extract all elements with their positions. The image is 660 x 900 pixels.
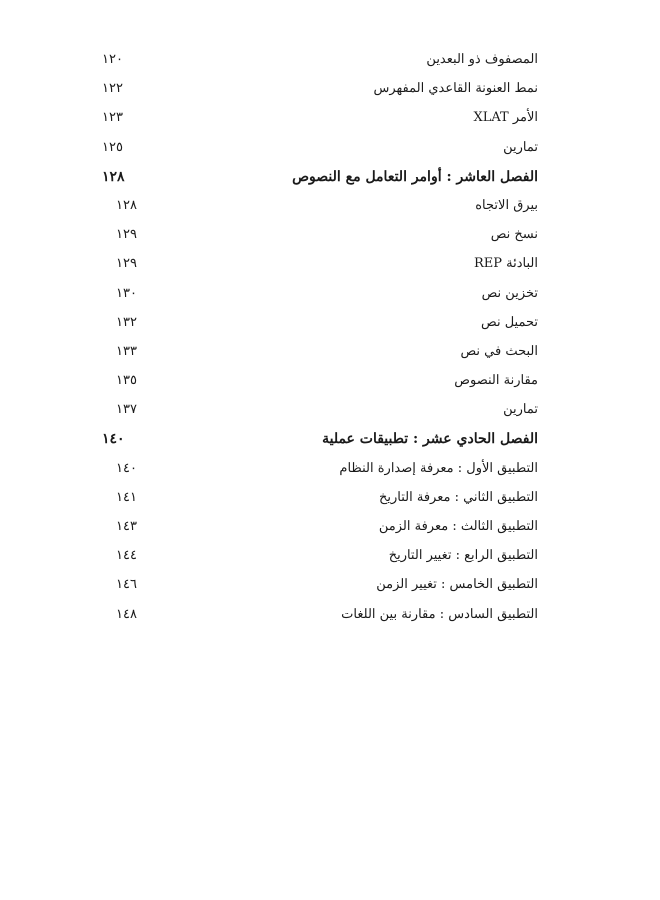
toc-page-number: ١٣٠ bbox=[116, 285, 137, 301]
toc-entry-title: تحميل نص bbox=[481, 314, 538, 330]
toc-page-number: ١٤١ bbox=[116, 489, 137, 505]
toc-entry bbox=[0, 603, 660, 632]
toc-entry-title: البادئة REP bbox=[474, 256, 538, 272]
toc-page-number: ١٣٧ bbox=[116, 402, 137, 418]
toc-entry bbox=[0, 544, 660, 573]
toc-entry bbox=[0, 223, 660, 252]
toc-page-number: ١٢٩ bbox=[116, 227, 137, 243]
toc-page-number: ١٢٢ bbox=[102, 81, 123, 97]
toc-entry-title: تمارين bbox=[503, 402, 538, 418]
chapter-title: الفصل الحادي عشر : تطبيقات عملية bbox=[322, 431, 538, 448]
toc-entry bbox=[0, 340, 660, 369]
chapter-page-number: ١٢٨ bbox=[102, 168, 125, 185]
toc-page-number: ١٢٨ bbox=[116, 197, 137, 213]
toc-entry-title: تخزين نص bbox=[481, 285, 538, 301]
toc-entry bbox=[0, 194, 660, 223]
toc-entry-title: نمط العنونة القاعدي المفهرس bbox=[373, 81, 538, 97]
toc-page-number: ١٢٥ bbox=[102, 139, 123, 155]
toc-entry-title: الأمر XLAT bbox=[473, 110, 538, 126]
toc-page-number: ١٢٣ bbox=[102, 110, 123, 126]
toc-page-number: ١٢٠ bbox=[102, 52, 123, 67]
toc-entry-title: بيرق الاتجاه bbox=[475, 197, 538, 213]
toc-entry-title: التطبيق الثاني : معرفة التاريخ bbox=[378, 489, 538, 505]
toc-chapter-heading bbox=[0, 427, 660, 456]
toc-entry bbox=[0, 398, 660, 427]
toc-page-number: ١٤٨ bbox=[116, 606, 137, 622]
toc-entry bbox=[0, 515, 660, 544]
toc-entry-title: التطبيق الرابع : تغيير التاريخ bbox=[388, 548, 538, 564]
toc-entry bbox=[0, 282, 660, 311]
toc-page-number: ١٤٠ bbox=[116, 460, 137, 476]
toc-chapter-heading bbox=[0, 165, 660, 194]
toc-entry bbox=[0, 486, 660, 515]
toc-entry-title: التطبيق الثالث : معرفة الزمن bbox=[378, 519, 538, 534]
toc-page-number: ١٣٢ bbox=[116, 314, 137, 330]
toc-page-number: ١٤٤ bbox=[116, 548, 137, 564]
toc-entry bbox=[0, 106, 660, 135]
toc-entry-title: المصفوف ذو البعدين bbox=[426, 52, 538, 67]
toc-entry bbox=[0, 77, 660, 106]
table-of-contents bbox=[0, 48, 660, 632]
toc-entry-title: التطبيق الأول : معرفة إصدارة النظام bbox=[339, 460, 538, 476]
toc-page-number: ١٤٦ bbox=[116, 577, 137, 593]
toc-entry-title: التطبيق الخامس : تغيير الزمن bbox=[376, 577, 538, 593]
toc-page-number: ١٢٩ bbox=[116, 256, 137, 272]
toc-entry bbox=[0, 48, 660, 77]
toc-entry-title: تمارين bbox=[503, 139, 538, 155]
toc-entry bbox=[0, 457, 660, 486]
chapter-page-number: ١٤٠ bbox=[102, 431, 125, 448]
toc-entry-title: نسخ نص bbox=[490, 227, 538, 243]
toc-entry bbox=[0, 573, 660, 602]
toc-entry bbox=[0, 252, 660, 281]
toc-entry bbox=[0, 369, 660, 398]
toc-page-number: ١٤٣ bbox=[116, 519, 137, 534]
toc-page-number: ١٣٣ bbox=[116, 343, 137, 359]
toc-page-number: ١٣٥ bbox=[116, 373, 137, 389]
toc-entry bbox=[0, 136, 660, 165]
toc-entry bbox=[0, 311, 660, 340]
toc-entry-title: مقارنة النصوص bbox=[454, 373, 538, 389]
toc-entry-title: التطبيق السادس : مقارنة بين اللغات bbox=[341, 606, 538, 622]
chapter-title: الفصل العاشر : أوامر التعامل مع النصوص bbox=[292, 168, 538, 185]
toc-entry-title: البحث في نص bbox=[460, 343, 538, 359]
